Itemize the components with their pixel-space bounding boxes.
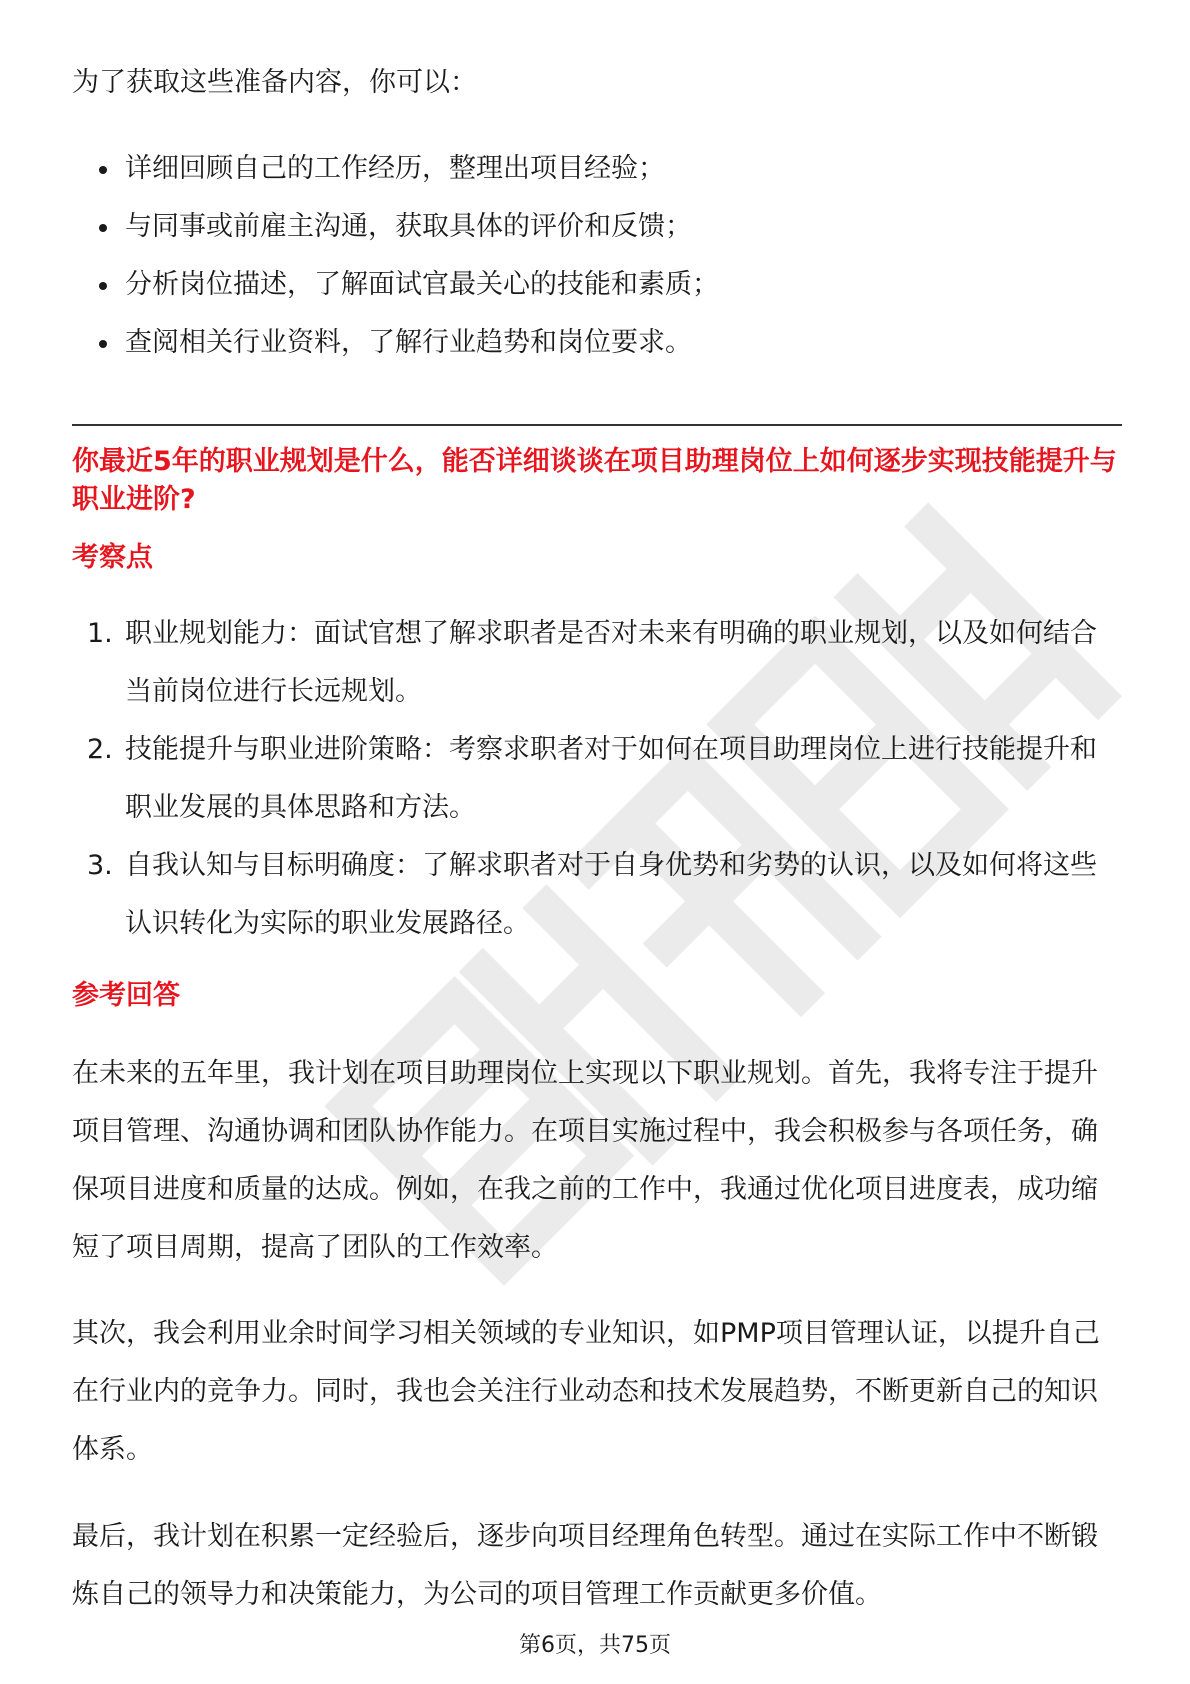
page-number-footer: 第6页，共75页: [519, 1633, 671, 1658]
intro-text: 为了获取这些准备内容，你可以：: [72, 67, 477, 98]
bullet-dot-icon: [99, 282, 107, 290]
point-text: 技能提升与职业进阶策略：考察求职者对于如何在项目助理岗位上进行技能提升和职业发展的具体思路和方法。: [125, 734, 1097, 823]
bullet-dot-icon: [99, 340, 107, 348]
answer-paragraph: 在未来的五年里，我计划在项目助理岗位上实现以下职业规划。首先，我将专注于提升项目管理、沟通协调和团队协作能力。在项目实施过程中，我会积极参与各项任务，确保项目进度和质量的达成。例如，在我之前的工作中，我通过优化项目进度表，成功缩短了项目周期，提高了团队的工作效率。: [72, 1058, 1098, 1263]
preparation-list: [72, 140, 719, 372]
document-page: [72, 0, 1122, 1684]
point-number: 3.: [87, 850, 113, 881]
reference-answer-title: 参考回答: [72, 980, 180, 1011]
list-item-text: 查阅相关行业资料，了解行业趋势和岗位要求。: [125, 327, 692, 358]
question-heading: 你最近5年的职业规划是什么，能否详细谈谈在项目助理岗位上如何逐步实现技能提升与职业进阶?: [72, 446, 1117, 515]
bullet-dot-icon: [99, 224, 107, 232]
list-item-text: 详细回顾自己的工作经历，整理出项目经验；: [125, 153, 665, 184]
point-number: 1.: [87, 618, 113, 649]
list-item-text: 分析岗位描述，了解面试官最关心的技能和素质；: [125, 269, 719, 300]
section-divider: [72, 424, 1122, 426]
answer-paragraph: 其次，我会利用业余时间学习相关领域的专业知识，如PMP项目管理认证，以提升自己在行业内的竞争力。同时，我也会关注行业动态和技术发展趋势，不断更新自己的知识体系。: [72, 1318, 1100, 1465]
list-item: [72, 140, 719, 198]
point-number: 2.: [87, 734, 113, 765]
point-item: [72, 605, 1122, 721]
point-item: [72, 721, 1122, 837]
bullet-dot-icon: [99, 166, 107, 174]
point-text: 职业规划能力：面试官想了解求职者是否对未来有明确的职业规划，以及如何结合当前岗位进行长远规划。: [125, 618, 1097, 707]
assessment-points-title: 考察点: [72, 542, 153, 573]
point-item: [72, 837, 1122, 953]
list-item: [72, 198, 719, 256]
answer-paragraph: 最后，我计划在积累一定经验后，逐步向项目经理角色转型。通过在实际工作中不断锻炼自己的领导力和决策能力，为公司的项目管理工作贡献更多价值。: [72, 1521, 1098, 1610]
assessment-points-list: [72, 605, 1122, 953]
point-text: 自我认知与目标明确度：了解求职者对于自身优势和劣势的认识，以及如何将这些认识转化为实际的职业发展路径。: [125, 850, 1097, 939]
list-item-text: 与同事或前雇主沟通，获取具体的评价和反馈；: [125, 211, 692, 242]
list-item: [72, 256, 719, 314]
list-item: [72, 314, 719, 372]
